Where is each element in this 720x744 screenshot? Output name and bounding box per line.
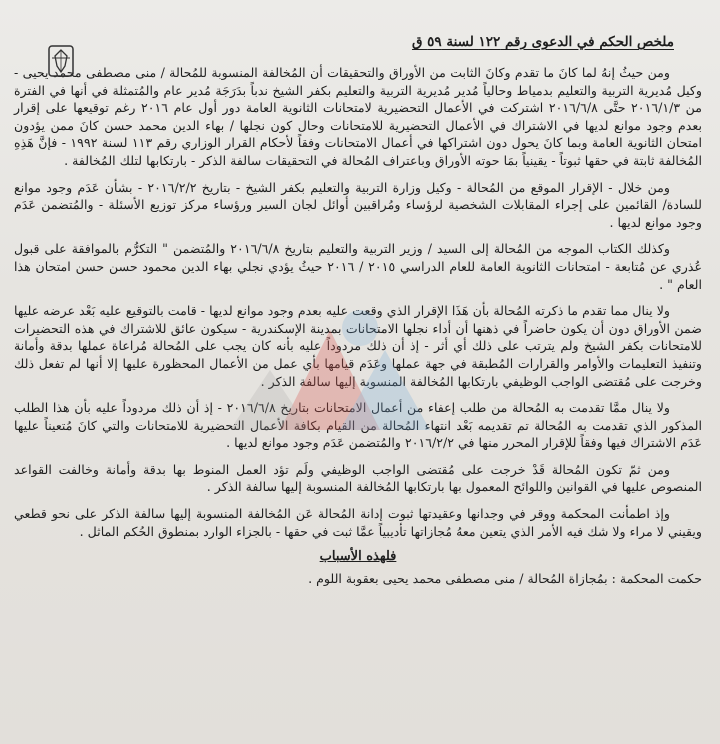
paragraph-5: ولا ينال ممَّا تقدمت به المُحالة من طلب إعفاء من أعمال الامتحانات بتاريخ ٢٠١٦/٦/٨ - إذ أن ذلك مردوداً عليه بأن هذا الطلب المذكور الذي تقدمت به المُحالة تم تقديمه بَعْد انتهاء المُحالة من القيام بكافة الأعمال التحضيرية للامتحانات والتي كانَ مُتعيناً عليها عَدَم الاشتراك فيها وفقاً للإقرار المحرر منها في ٢٠١٦/٢/٢ والمُتضمن عَدَم وجود موانع لديها .	[14, 400, 702, 451]
paragraph-7: وإذ اطمأنت المحكمة ووقر في وجدانها وعقيدتها ثبوت إدانة المُحالة عَن المُخالفة المنسوبة إليها سالفة الذكر على نحو قطعي ويقيني لا مراء ولا شك فيه الأمر الذي يتعين معهُ مُجازاتها تأديبياً عمَّا ثبت في حقها - بالجزاء الوارد بمنطوق الحُكم الماثل .	[14, 506, 702, 539]
verdict-text: حكمت المحكمة : بمُجازاة المُحالة / منى مصطفى محمد يحيى بعقوبة اللوم .	[308, 571, 702, 587]
paragraph-1: ومن حيثُ إنهُ لما كانَ ما تقدم وكانَ الثابت من الأوراق والتحقيقات أن المُخالفة المنسوبة للمُحالة / منى مصطفى محمد يحيى - وكيل مُديرية التربية والتعليم بدمياط وحالياً مُدير مُديرية التربية والتعليم بكفر الشيخ ندباً بدَرَجَة مُدير عام والمُتمثلة في أنها في الفترة من ٢٠١٦/١/٣ حتَّى ٢٠١٦/٦/٨ اشتركت في الأعمال التحضيرية لامتحانات الثانوية العامة دور أول عام ٢٠١٦ رغم توقيعها على إقرار بعدم وجود موانع لديها في الاشتراك في الأعمال التحضيرية للامتحانات وحال كون نجلها / بهاء الدين محمد حسن كانَ ممن يؤدون امتحان الثانوية العامة وبما كانَ يحول دون اشتراكها في أعمال الامتحانات وفقاً لأحكام القرار الوزاري رقم ١١٣ لسنة ١٩٩٢ - فإنَّ هَذِهِ المُخالفة ثابتة في حقها ثبوتاً - يقينياً بمَا حوته الأوراق وباعتراف المُحالة في التحقيقات سالفة الذكر - بارتكابها لتلك المُخالفة .	[14, 65, 702, 168]
paragraph-4: ولا ينال مما تقدم ما ذكرته المُحالة بأن هَذَا الإقرار الذي وقعت عليه بعدم وجود موانع لديها - قامت بالتوقيع عليه بَعْد عرضه عليها ضمن الأوراق دون أن يكون حاضراً في ذهنها أن أداء نجلها الامتحانات بمدينة الإسكندرية - سيكون عائق للاشتراك في هذه التحضيرات للامتحانات بكفر الشيخ ولم يترتب على ذلك أي أثر - إذ أن ذلك مردوداً عليه بأنه كان يجب على المُحالة مُراعاة عملها بدقة وأمانة وتنفيذ التعليمات والأوامر والقرارات المُطبقة في جهة عملها وعَدَم قيامها بأي عمل من الأعمال المحظورة عليها إلا أنها لم تفعل ذلك وخرجت على مُقتضى الواجب الوظيفي بارتكابها المُخالفة المنسوبة إليها سالفة الذكر .	[14, 303, 702, 389]
paragraph-6: ومن ثمّ تكون المُحالة قَدْ خرجت على مُقتضى الواجب الوظيفي ولَم تؤد العمل المنوط بها بدقة وأمانة وخالفت القواعد المنصوص عليها في القوانين واللوائح المعمول بها بارتكابها المُخالفة المنسوبة إليها سالفة الذكر .	[14, 461, 702, 495]
paragraph-2: ومن خلال - الإقرار الموقع من المُحالة - وكيل وزارة التربية والتعليم بكفر الشيخ - بتاريخ ٢٠١٦/٢/٢ - بشأن عَدَم وجود موانع للسادة/ القائمين على إجراء المقابلات الشخصية لرؤساء ومُراقبين أوائل لجان السير ورؤساء مركز توزيع الأسئلة - والمُتضمن عَدَم وجود موانع لديها .	[14, 179, 702, 230]
document-header: ملخص الحكم في الدعوى رقم ١٢٢ لسنة ٥٩ ق	[411, 34, 674, 50]
paragraph-3: وكذلك الكتاب الموجه من المُحالة إلى السيد / وزير التربية والتعليم بتاريخ ٢٠١٦/٦/٨ والمُتضمن " التكرُّم بالموافقة على قبول عُذري عن مُتابعة - امتحانات الثانوية العامة للعام الدراسي ٢٠١٥ / ٢٠١٦ حيثُ يؤدي نجلي بهاء الدين محمود حسن حسن امتحان هذا العام " .	[14, 241, 703, 292]
eagle-seal-icon	[46, 44, 76, 80]
section-title: فلهذه الأسباب	[319, 549, 397, 565]
